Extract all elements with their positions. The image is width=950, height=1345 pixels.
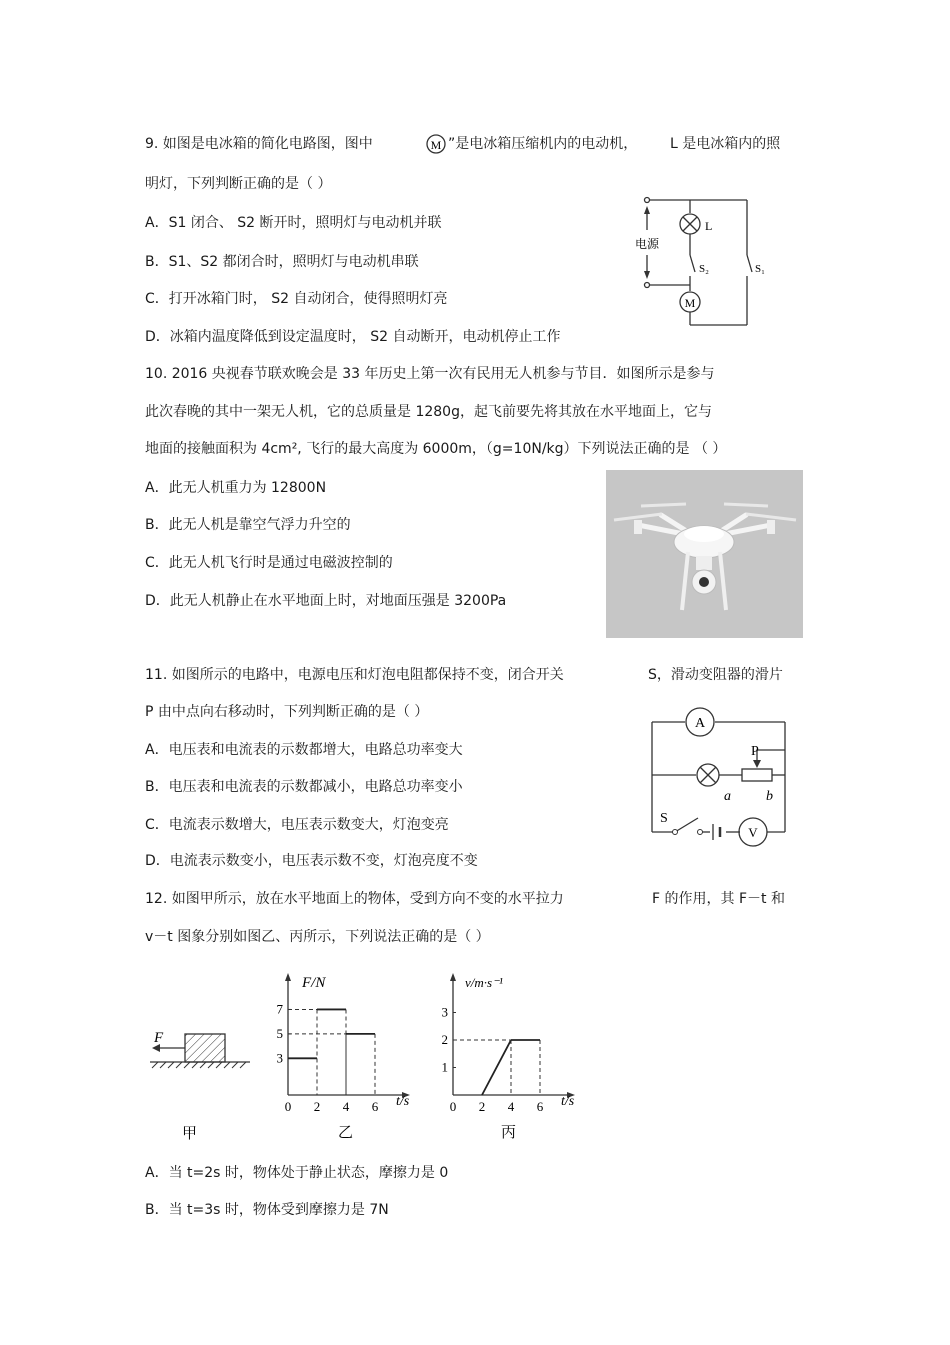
rheostat-circuit-diagram (640, 700, 800, 860)
q9-line1a: 9. 如图是电冰箱的简化电路图，图中 (145, 136, 373, 152)
chart-bing-y-arrow (450, 973, 456, 981)
chart-bing-x-tick-label: 4 (507, 1099, 515, 1114)
ammeter-label: A (694, 716, 706, 731)
caption-jia: 甲 (182, 1126, 198, 1142)
chart-bing-y-tick-label: 3 (441, 1004, 448, 1020)
block-on-ground-diagram (140, 1030, 260, 1145)
chart-yi-x-tick-label: 6 (371, 1099, 379, 1114)
slider-p-label: P (751, 744, 759, 759)
q9-option-c: C．打开冰箱门时， S2 自动闭合，使得照明灯亮 (145, 291, 448, 307)
q12-line1: 12. 如图甲所示，放在水平地面上的物体，受到方向不变的水平拉力 (145, 891, 564, 907)
motor-symbol-icon (424, 130, 450, 158)
q9-line1b: ”是电冰箱压缩机内的电动机， (448, 136, 638, 152)
drone-photo (606, 470, 803, 638)
caption-yi: 乙 (338, 1125, 354, 1141)
chart-bing-xlabel: t/s (561, 1094, 575, 1109)
chart-yi-x-tick-label: 0 (284, 1099, 292, 1114)
q10-option-c: C．此无人机飞行时是通过电磁波控制的 (145, 555, 393, 571)
chart-bing-y-tick-label: 2 (441, 1032, 448, 1047)
velocity-time-plot (442, 973, 576, 1114)
q9-option-d: D．冰箱内温度降低到设定温度时， S2 自动断开，电动机停止工作 (145, 329, 561, 345)
chart-bing-ylabel: v/m·s⁻¹ (465, 975, 503, 990)
q12-line2: v－t 图象分别如图乙、丙所示，下列说法正确的是（ ） (145, 929, 490, 945)
q10-line2: 此次春晚的其中一架无人机，它的总质量是 1280g，起飞前要先将其放在水平地面上，它与 (145, 404, 712, 420)
force-f-label: F (154, 1030, 164, 1046)
motor-label: M (684, 296, 696, 310)
q9-option-a: A．S1 闭合、 S2 断开时，照明灯与电动机并联 (145, 215, 442, 231)
chart-yi-ylabel: F/N (302, 975, 326, 991)
terminal-b-label: b (766, 789, 773, 804)
q11-line1: 11. 如图所示的电路中，电源电压和灯泡电阻都保持不变，闭合开关 (145, 667, 564, 683)
switch-s-label: S (660, 811, 668, 826)
chart-bing-y-tick-label: 1 (441, 1059, 448, 1075)
source-label: 电源 (635, 237, 660, 251)
chart-yi-y-tick-label: 3 (276, 1050, 283, 1066)
lamp-label: L (705, 219, 713, 233)
q11-option-d: D．电流表示数变小，电压表示数不变，灯泡亮度不变 (145, 853, 478, 869)
chart-bing-x-tick-label: 6 (536, 1099, 544, 1114)
chart-yi-x-tick-label: 2 (313, 1099, 321, 1114)
q12-line1b: F 的作用，其 F－t 和 (652, 891, 785, 907)
chart-bing-x-tick-label: 2 (478, 1099, 486, 1114)
q9-line2: 明灯，下列判断正确的是（ ） (145, 176, 332, 192)
voltmeter-label: V (748, 825, 758, 840)
q12-option-b: B．当 t=3s 时，物体受到摩擦力是 7N (145, 1202, 389, 1218)
q10-option-a: A．此无人机重力为 12800N (145, 480, 327, 496)
q11-option-a: A．电压表和电流表的示数都增大，电路总功率变大 (145, 742, 463, 758)
q9-line1c: L 是电冰箱内的照 (670, 136, 781, 152)
chart-yi-y-tick-label: 5 (276, 1025, 283, 1041)
chart-yi-xlabel: t/s (396, 1094, 410, 1109)
q10-line1: 10. 2016 央视春节联欢晚会是 33 年历史上第一次有民用无人机参与节目．如图所示是参与 (145, 366, 715, 382)
force-time-plot (277, 973, 411, 1114)
q9-option-b: B．S1、S2 都闭合时，照明灯与电动机串联 (145, 254, 419, 270)
force-time-chart (270, 965, 420, 1145)
q11-option-b: B．电压表和电流表的示数都减小，电路总功率变小 (145, 779, 463, 795)
terminal-a-label: a (724, 789, 731, 804)
q10-option-b: B．此无人机是靠空气浮力升空的 (145, 517, 351, 533)
chart-yi-x-tick-label: 4 (342, 1099, 350, 1114)
chart-yi-y-tick-label: 7 (276, 1001, 283, 1017)
q10-line3: 地面的接触面积为 4cm², 飞行的最大高度为 6000m，（g=10N/kg）下列说法正确的是 （ ） (145, 441, 727, 457)
switch-s1-label: S₁ (755, 263, 765, 275)
switch-s2-label: S₂ (699, 263, 709, 275)
chart-yi-y-arrow (285, 973, 291, 981)
chart-bing-segment-1 (482, 1040, 511, 1095)
q11-line1b: S，滑动变阻器的滑片 (648, 667, 783, 683)
q12-option-a: A．当 t=2s 时，物体处于静止状态，摩擦力是 0 (145, 1165, 449, 1181)
q11-option-c: C．电流表示数增大，电压表示数变大，灯泡变亮 (145, 817, 449, 833)
motor-symbol-label: M (430, 138, 442, 152)
q11-line2: P 由中点向右移动时，下列判断正确的是（ ） (145, 704, 429, 720)
q10-option-d: D．此无人机静止在水平地面上时，对地面压强是 3200Pa (145, 593, 507, 609)
fridge-circuit-diagram (625, 190, 775, 340)
velocity-time-chart (435, 965, 585, 1145)
chart-bing-x-tick-label: 0 (449, 1099, 457, 1114)
caption-bing: 丙 (501, 1125, 517, 1141)
